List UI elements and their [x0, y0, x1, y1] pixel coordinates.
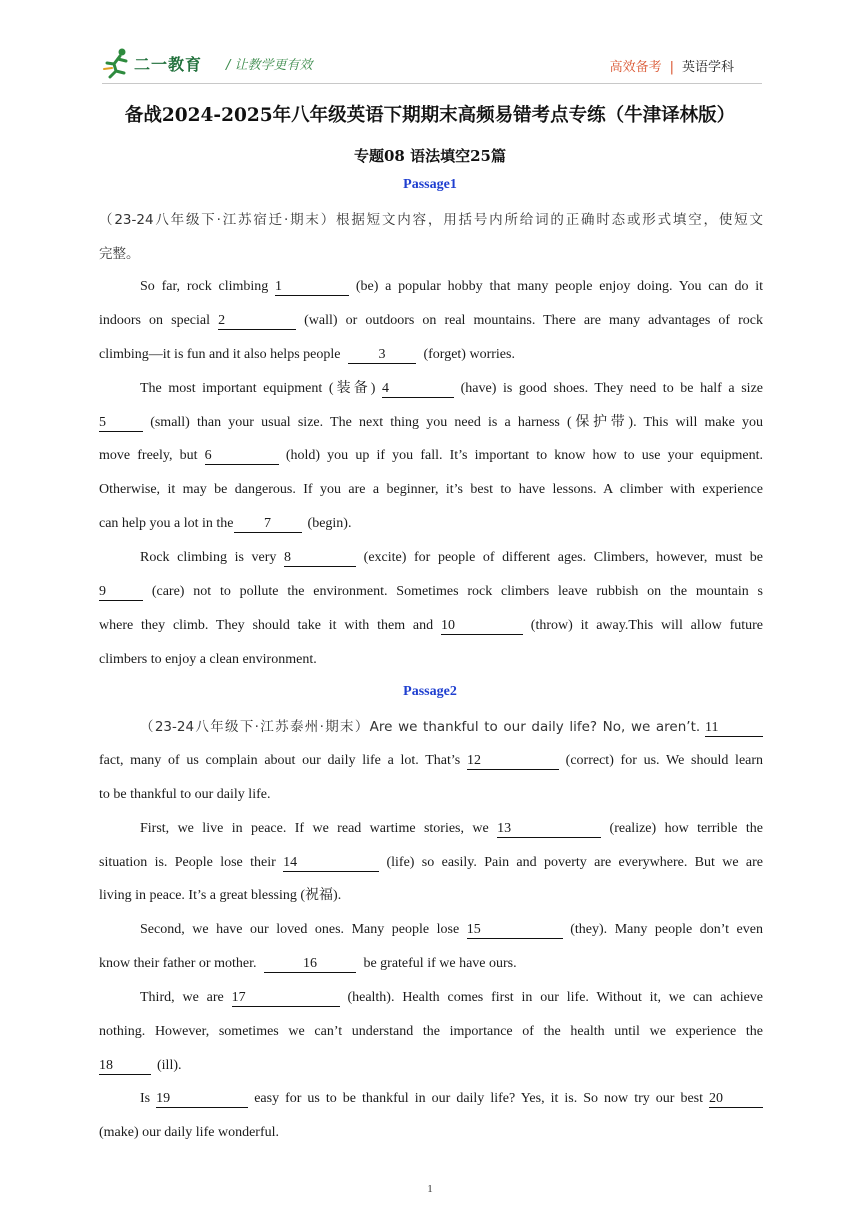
text-run: (throw) it away.This will allow future: [530, 618, 764, 633]
text-run: (health). Health comes first in our life. Without it, we can achieve: [347, 990, 764, 1005]
text-line: [140, 1089, 763, 1109]
text-run: (begin).: [307, 516, 352, 531]
text-run: Second, we have our loved ones. Many people lose: [140, 922, 460, 937]
text-run: (hold) you up if you fall. It’s important to know how to use your equipment.: [285, 448, 764, 463]
text-run: (wall) or outdoors on real mountains. There are many advantages of rock: [304, 313, 764, 328]
text-line: [99, 616, 763, 636]
page-header: [102, 44, 762, 84]
text-line: [99, 582, 763, 602]
text-run: (small) than your usual size. The next thing you need is a harness (保护带). This will make you: [150, 415, 763, 430]
text-line: [99, 345, 763, 365]
text-run: (they). Many people don’t even: [570, 922, 763, 937]
document-subtitle: 专题08 语法填空25篇: [354, 147, 506, 165]
blank-20[interactable]: 20: [709, 1090, 763, 1108]
text-run: (have) is good shoes. They need to be half a size: [460, 381, 763, 396]
text-line: [99, 311, 763, 331]
text-run: where they climb. They should take it with them and: [99, 618, 434, 633]
text-line: to be thankful to our daily life.: [99, 787, 271, 802]
header-separator: |: [669, 60, 674, 75]
text-run: can help you a lot in the: [99, 516, 234, 531]
text-line: Otherwise, it may be dangerous. If you are a beginner, it’s best to have lessons. A climber with experience: [99, 482, 763, 497]
text-line: [99, 954, 763, 974]
blank-16[interactable]: 16: [264, 955, 356, 973]
text-line: [140, 819, 763, 839]
text-run: First, we live in peace. If we read wartime stories, we: [140, 821, 489, 836]
logo-text: 二一教育: [134, 54, 203, 74]
text-run: (be) a popular hobby that many people enjoy doing. You can do it: [355, 279, 764, 294]
text-run: (forget) worries.: [423, 347, 515, 362]
text-run: (ill).: [157, 1058, 182, 1073]
blank-3[interactable]: 3: [348, 346, 416, 364]
text-line: [99, 413, 763, 433]
text-run: know their father or mother.: [99, 956, 257, 971]
text-run: be grateful if we have ours.: [363, 956, 517, 971]
text-line: [99, 446, 763, 466]
text-run: (realize) how terrible the: [609, 821, 764, 836]
blank-4[interactable]: 4: [382, 380, 454, 398]
blank-10[interactable]: 10: [441, 617, 523, 635]
text-line: [140, 920, 763, 940]
header-right: [610, 56, 734, 75]
runner-logo-icon: [102, 47, 132, 79]
text-line: (make) our daily life wonderful.: [99, 1125, 279, 1140]
text-run: move freely, but: [99, 448, 198, 463]
text-run: So far, rock climbing: [140, 279, 269, 294]
text-line: [99, 853, 763, 873]
text-run: indoors on special: [99, 313, 210, 328]
logo: [102, 46, 202, 80]
blank-2[interactable]: 2: [218, 312, 296, 330]
text-line: [140, 277, 763, 297]
blank-19[interactable]: 19: [156, 1090, 248, 1108]
blank-5[interactable]: 5: [99, 414, 143, 432]
passage1-intro-line1: （23-24八年级下·江苏宿迁·期末）根据短文内容，用括号内所给词的正确时态或形式填空，使短文: [99, 212, 763, 228]
text-line: [140, 379, 763, 399]
text-run: （23-24八年级下·江苏泰州·期末）Are we thankful to our daily life? No, we aren’t.: [140, 719, 701, 735]
passage1-intro-line2: 完整。: [99, 246, 140, 262]
text-line: [140, 717, 763, 738]
text-run: Is: [140, 1091, 151, 1106]
text-line: [99, 751, 763, 771]
blank-14[interactable]: 14: [283, 854, 379, 872]
passage2-heading: Passage2: [403, 684, 457, 699]
document-title: 备战2024-2025年八年级英语下期期末高频易错考点专练（牛津译林版）: [124, 105, 736, 126]
blank-6[interactable]: 6: [205, 447, 279, 465]
blank-7[interactable]: 7: [234, 515, 302, 533]
blank-8[interactable]: 8: [284, 549, 356, 567]
text-line: nothing. However, sometimes we can’t understand the importance of the health until we experience the: [99, 1024, 763, 1039]
header-tag-exam: 高效备考: [609, 60, 662, 75]
text-line: living in peace. It’s a great blessing (祝福).: [99, 888, 342, 903]
blank-12[interactable]: 12: [467, 752, 559, 770]
page-number: 1: [427, 1183, 433, 1195]
text-run: (correct) for us. We should learn: [565, 753, 764, 768]
text-run: climbing—it is fun and it also helps people: [99, 347, 341, 362]
text-line: [140, 548, 763, 568]
text-run: (life) so easily. Pain and poverty are everywhere. But we are: [386, 855, 764, 870]
text-run: (excite) for people of different ages. Climbers, however, must be: [363, 550, 764, 565]
text-run: Third, we are: [140, 990, 224, 1005]
text-line: [99, 514, 763, 534]
text-line: [140, 988, 763, 1008]
blank-18[interactable]: 18: [99, 1057, 151, 1075]
blank-13[interactable]: 13: [497, 820, 601, 838]
text-run: easy for us to be thankful in our daily life? Yes, it is. So now try our best: [254, 1091, 703, 1106]
blank-17[interactable]: 17: [232, 989, 340, 1007]
header-tag-subject: 英语学科: [681, 60, 734, 75]
blank-15[interactable]: 15: [467, 921, 563, 939]
header-slogan: / 让教学更有效: [226, 58, 313, 73]
blank-11[interactable]: 11: [705, 719, 763, 737]
text-line: [99, 1056, 763, 1076]
text-run: fact, many of us complain about our daily life a lot. That’s: [99, 753, 461, 768]
blank-1[interactable]: 1: [275, 278, 349, 296]
text-run: Rock climbing is very: [140, 550, 277, 565]
text-line: climbers to enjoy a clean environment.: [99, 652, 317, 667]
text-run: (care) not to pollute the environment. Sometimes rock climbers leave rubbish on the mountain s: [151, 584, 764, 599]
blank-9[interactable]: 9: [99, 583, 143, 601]
text-run: situation is. People lose their: [99, 855, 276, 870]
text-run: The most important equipment (装备): [140, 381, 376, 396]
passage1-heading: Passage1: [403, 177, 457, 192]
